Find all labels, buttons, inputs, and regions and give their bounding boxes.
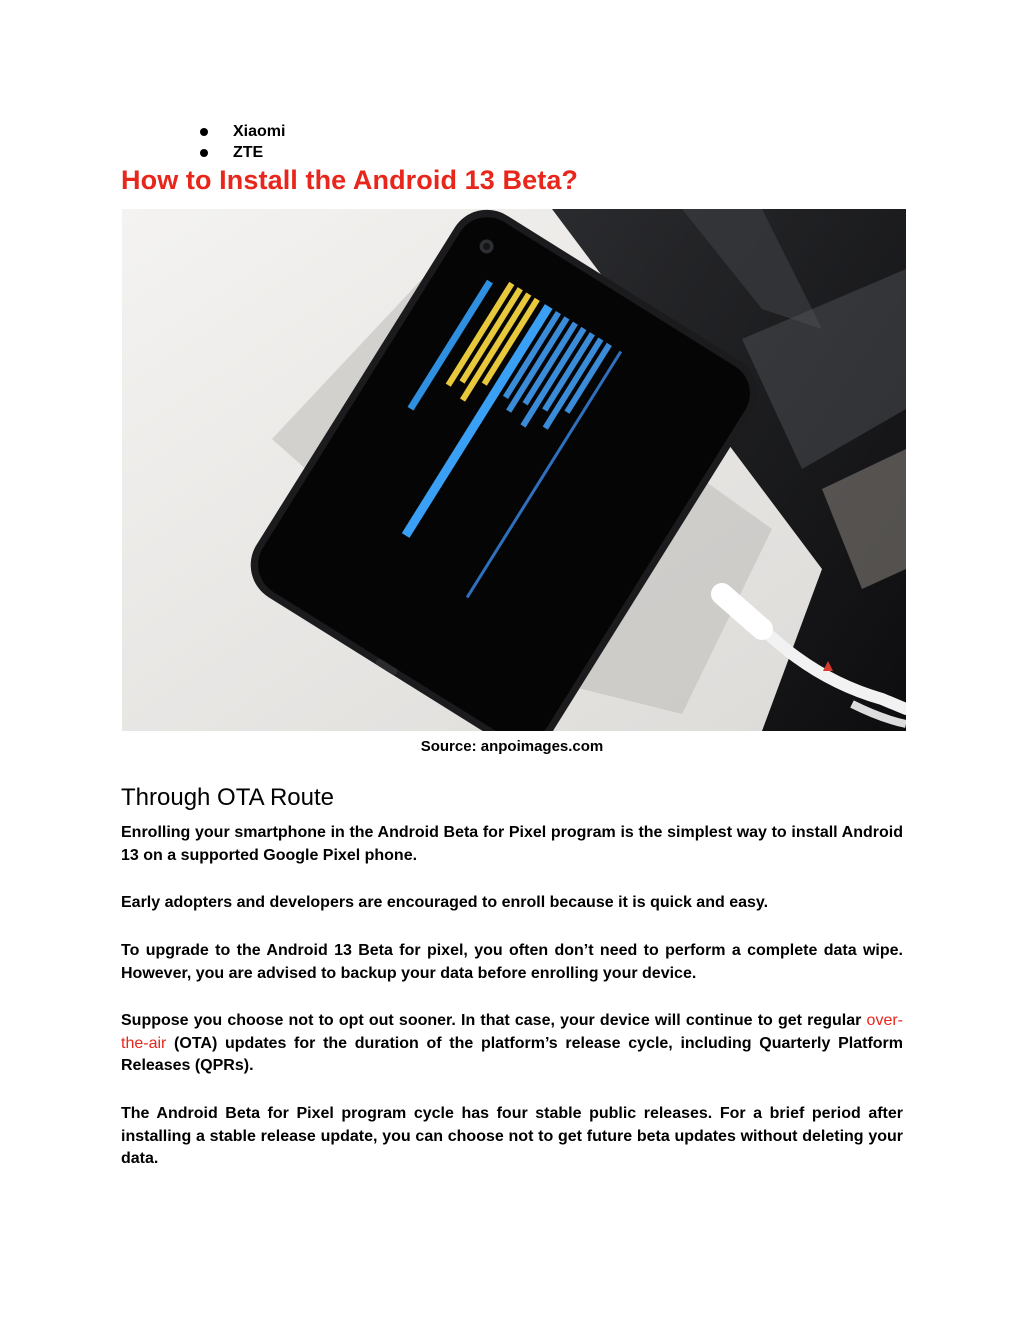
- paragraph-text: (OTA) updates for the duration of the platform’s release cycle, including Quarterly Platform Releases (QPRs).: [121, 1034, 903, 1074]
- over-the-air-link[interactable]: over-the-air: [121, 1012, 903, 1052]
- list-item: [198, 121, 285, 142]
- section-heading: How to Install the Android 13 Beta?: [121, 165, 579, 195]
- image-caption: Source: anpoimages.com: [420, 738, 604, 755]
- paragraph-text: Suppose you choose not to opt out sooner. In that case, your device will continue to get regular: [121, 1012, 867, 1029]
- brand-list: [198, 121, 285, 163]
- article-photo: [122, 209, 906, 731]
- subsection-heading: Through OTA Route: [121, 784, 334, 811]
- paragraph: Early adopters and developers are encouraged to enroll because it is quick and easy.: [121, 894, 769, 911]
- paragraph: [121, 1010, 903, 1078]
- paragraph: The Android Beta for Pixel program cycle has four stable public releases. For a brief period after installing a stable release update, you can choose not to get future beta updates without deleting your data.: [121, 1105, 903, 1167]
- list-item-label: ZTE: [233, 144, 264, 161]
- list-item: [198, 142, 285, 163]
- bullet-icon: [200, 128, 208, 136]
- paragraph: Enrolling your smartphone in the Android Beta for Pixel program is the simplest way to install Android 13 on a supported Google Pixel phone.: [121, 824, 903, 864]
- list-item-label: Xiaomi: [233, 123, 286, 140]
- phone-photo-illustration: [122, 209, 906, 731]
- paragraph: To upgrade to the Android 13 Beta for pixel, you often don’t need to perform a complete data wipe. However, you are advised to backup your data before enrolling your device.: [121, 942, 903, 982]
- bullet-icon: [200, 149, 208, 157]
